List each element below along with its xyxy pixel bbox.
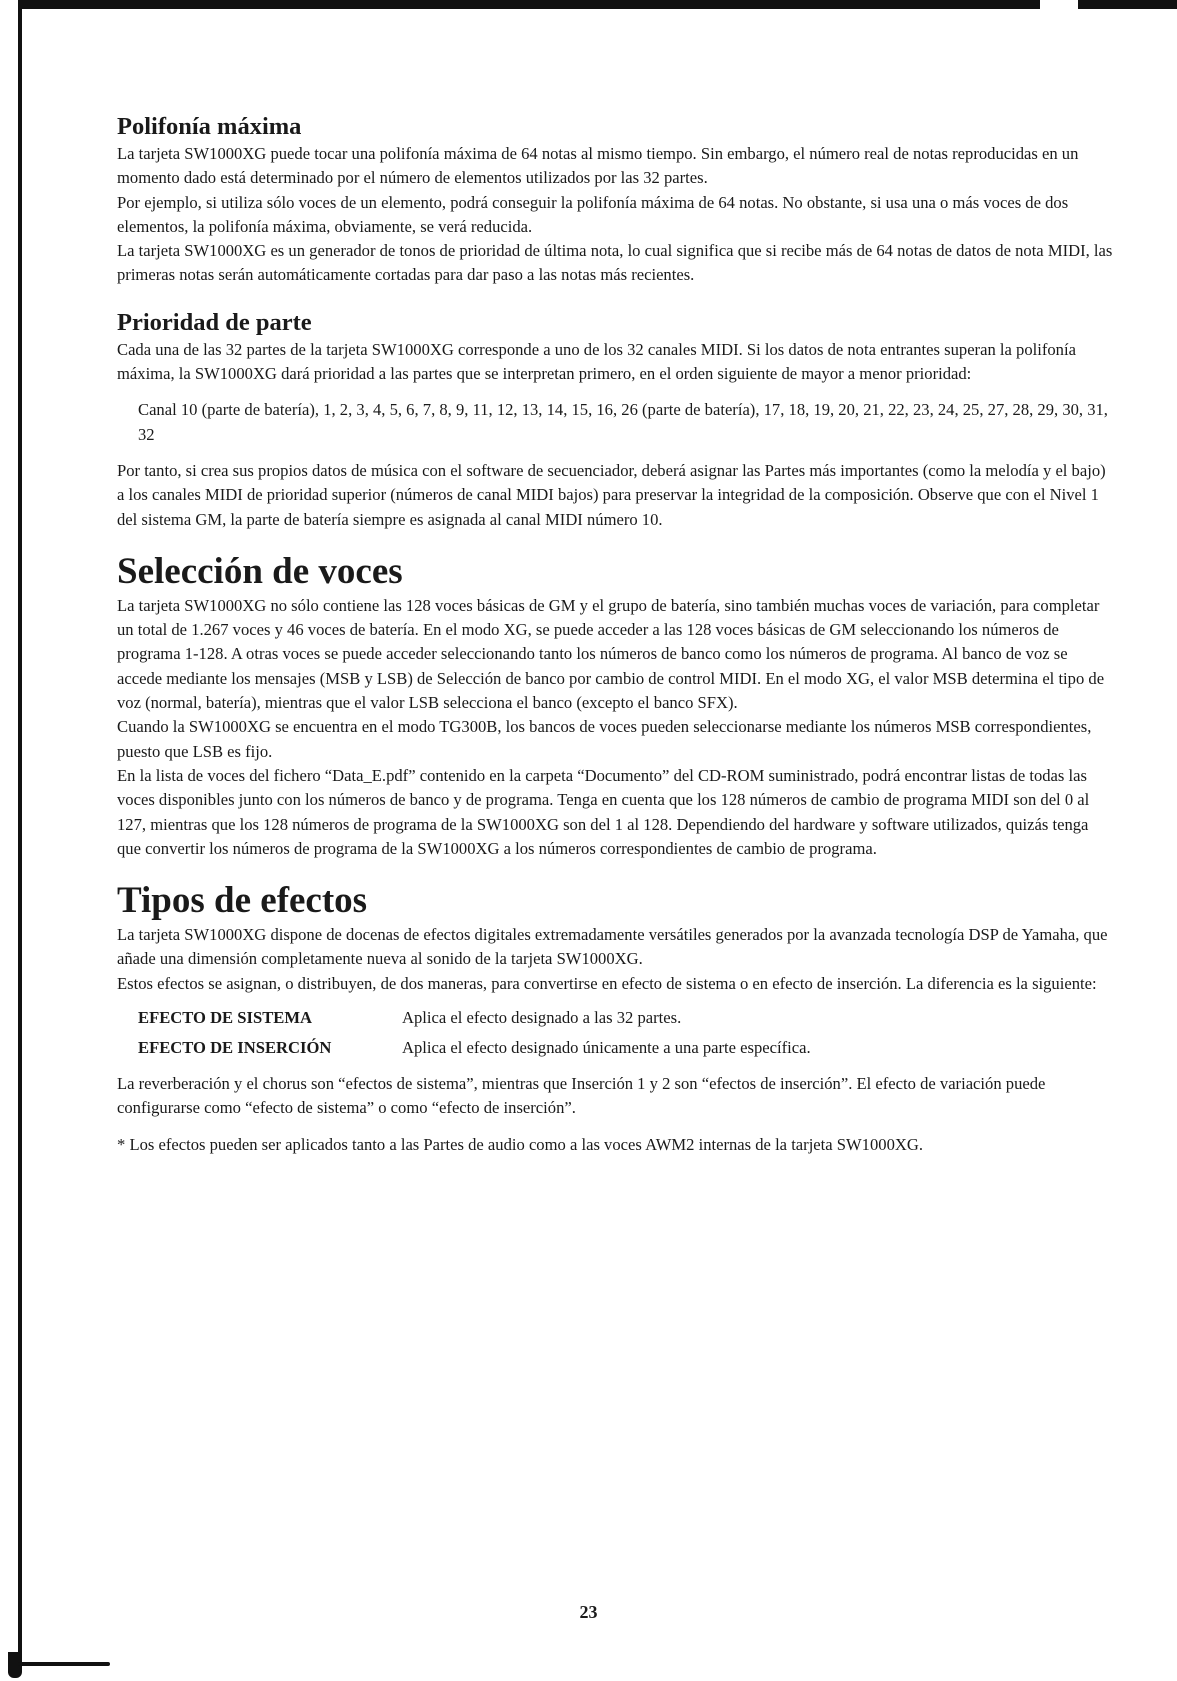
footnote: * Los efectos pueden ser aplicados tanto a las Partes de audio como a las voces AWM2 internas de la tarjeta SW1000XG. (117, 1134, 923, 1154)
paragraph: La tarjeta SW1000XG es un generador de tonos de prioridad de última nota, lo cual significa que si recibe más de 64 notas de datos de nota MIDI, las primeras notas serán automáticamente cortadas para dar paso a las notas más recientes. (117, 241, 1113, 285)
top-border-gap (1040, 0, 1078, 9)
definition-description: Aplica el efecto designado a las 32 partes. (402, 1008, 682, 1028)
paragraph: La tarjeta SW1000XG no sólo contiene las 128 voces básicas de GM y el grupo de batería, sino también muchas voces de variación, para completar un total de 1.267 voces y 46 voces de batería. En el modo XG, se puede acceder a las 128 voces básicas de GM seleccionando los números de programa 1-128. A otras voces se puede acceder seleccionando tanto los números de banco como los números de programa. Al banco de voz se accede mediante los mensajes (MSB y LSB) de Selección de banco por cambio de control MIDI. En el modo XG, el valor MSB determina el tipo de voz (normal, batería), mientras que el valor LSB selecciona el banco (excepto el banco SFX). (117, 595, 1105, 713)
top-border (18, 0, 1177, 9)
paragraph: En la lista de voces del fichero “Data_E.pdf” contenido en la carpeta “Documento” del CD-ROM suministrado, podrá encontrar listas de todas las voces disponibles junto con los números de banco y de programa. Tenga en cuenta que los 128 números de cambio de programa MIDI son del 0 al 127, mientras que los 128 números de programa de la SW1000XG son del 1 al 128. Dependiendo del hardware y software utilizados, quizás tenga que convertir los números de programa de la SW1000XG a los números correspondientes de cambio de programa. (117, 765, 1090, 858)
page-number: 23 (579, 1602, 598, 1622)
paragraph: Estos efectos se asignan, o distribuyen, de dos maneras, para convertirse en efecto de sistema o en efecto de inserción. La diferencia es la siguiente: (117, 973, 1097, 993)
paragraph: La tarjeta SW1000XG puede tocar una polifonía máxima de 64 notas al mismo tiempo. Sin embargo, el número real de notas reproducidas en un momento dado está determinado por el número de elementos utilizados por las 32 partes. (117, 144, 1079, 188)
heading-seleccion: Selección de voces (117, 550, 403, 592)
paragraph: Cada una de las 32 partes de la tarjeta SW1000XG corresponde a uno de los 32 canales MIDI. Si los datos de nota entrantes superan la polifonía máxima, la SW1000XG dará prioridad a las partes que se interpretan primero, en el orden siguiente de mayor a menor prioridad: (117, 339, 1076, 384)
definition-term: EFECTO DE INSERCIÓN (138, 1038, 332, 1058)
definition-row (117, 1006, 1114, 1030)
definition-term: EFECTO DE SISTEMA (138, 1008, 312, 1028)
definition-description: Aplica el efecto designado únicamente a una parte específica. (402, 1038, 811, 1058)
heading-polifonia: Polifonía máxima (117, 113, 302, 140)
definition-row (117, 1036, 1114, 1060)
left-border (18, 0, 22, 1672)
paragraph: La reverberación y el chorus son “efectos de sistema”, mientras que Inserción 1 y 2 son “efectos de inserción”. El efecto de variación puede configurarse como “efecto de sistema” o como “efecto de inserción”. (117, 1074, 1046, 1118)
paragraph: La tarjeta SW1000XG dispone de docenas de efectos digitales extremadamente versátiles generados por la avanzada tecnología DSP de Yamaha, que añade una dimensión completamente nueva al sonido de la tarjeta SW1000XG. (117, 925, 1108, 969)
heading-efectos: Tipos de efectos (117, 880, 368, 922)
paragraph: Cuando la SW1000XG se encuentra en el modo TG300B, los bancos de voces pueden seleccionarse mediante los números MSB correspondientes, puesto que LSB es fijo. (117, 717, 1092, 761)
heading-prioridad: Prioridad de parte (117, 308, 312, 336)
page-content (117, 112, 1114, 1157)
channel-priority-list: Canal 10 (parte de batería), 1, 2, 3, 4, 5, 6, 7, 8, 9, 11, 12, 13, 14, 15, 16, 26 (parte de batería), 17, 18, 19, 20, 21, 22, 23, 24, 25, 27, 28, 29, 30, 31, 32 (138, 400, 1108, 444)
paragraph: Por tanto, si crea sus propios datos de música con el software de secuenciador, deberá asignar las Partes más importantes (como la melodía y el bajo) a los canales MIDI de prioridad superior (números de canal MIDI bajos) para preservar la integridad de la composición. Observe que con el Nivel 1 del sistema GM, la parte de batería siempre es asignada al canal MIDI número 10. (117, 460, 1106, 529)
paragraph: Por ejemplo, si utiliza sólo voces de un elemento, podrá conseguir la polifonía máxima de 64 notas. No obstante, si usa una o más voces de dos elementos, la polifonía máxima, obviamente, se verá reducida. (117, 192, 1069, 236)
bottom-corner-mark (18, 1662, 110, 1666)
